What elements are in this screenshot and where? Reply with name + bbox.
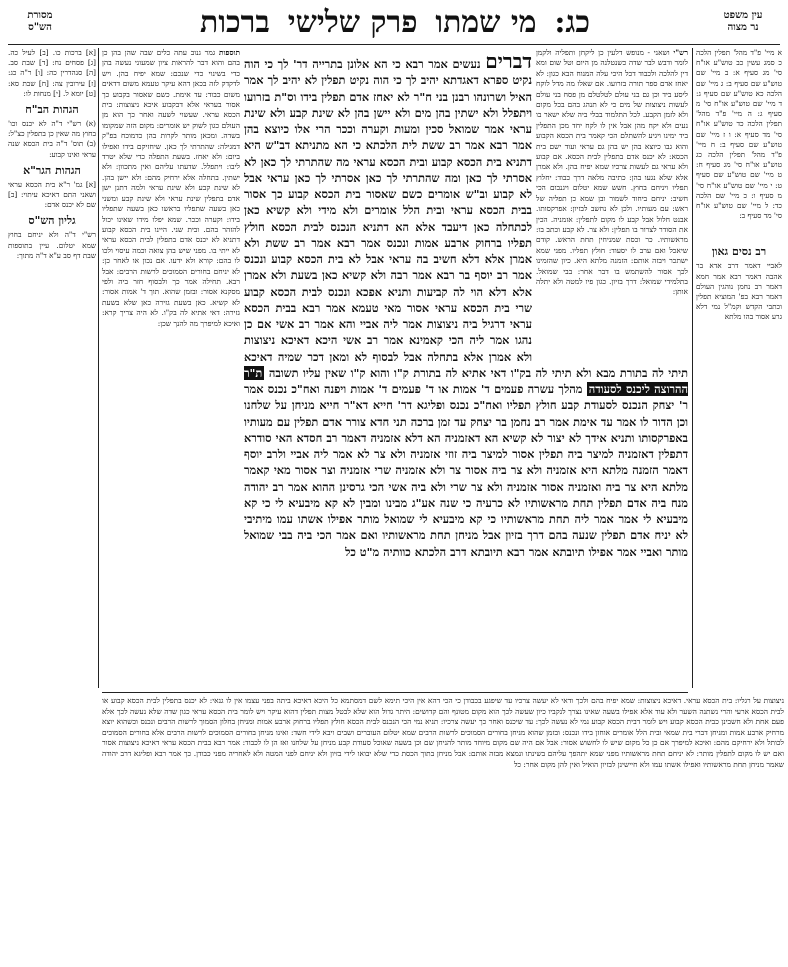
hagahot-habach-text: (א) רש"י ד"ה לא יכנס וכו' בחוץ מה שאין כן בתפלין כצ"ל: (ב) תוס' ד"ה בית הכסא שנה עראי ואינו קבוע: xyxy=(8,119,96,159)
gemara-line: שהתרתי לך כאן אסרתי לך כאן עראי אבל לא קבוע וב"ש אומרים כשם שאסור xyxy=(244,170,532,201)
ein-mishpat-header-line1: עין משפט xyxy=(723,10,763,21)
gemara-line: אמר ליה תחת מראשותיו כי קא מיבעיא לי שמואל xyxy=(379,512,614,526)
gemara-line: ולא יישן בהן לא שינת קבע ולא שינת xyxy=(244,105,411,120)
gemara-line: עראי אמר שמואל סכין ומעות וקערה וככר xyxy=(330,122,532,136)
tosafot-column xyxy=(102,48,240,688)
gemara-highlight: ת"ר ההרוצה ליכנס לסעודה xyxy=(244,365,688,396)
bottom-commentary xyxy=(102,696,784,962)
gemara-line: תיתי לה בתורת מבא ולא תיתי לה בק"ו דאי אתיא לה בתורת ק"ו והוא ק"ו xyxy=(346,365,688,380)
hagahot-hagra-title: הגהות הגר"א xyxy=(23,163,81,177)
ein-mishpat-text: א מיי' פ"ד מהל' תפלין הלכה כ סמג עשין כב טוש"ע או"ח סי' מג סעיף א: ב מיי' שם טוש"ע שם סעיף ב: ג מיי' שם הלכה כא טוש"ע שם סעיף ג: ד מיי' שם טוש"ע או"ח סי' מ סעיף ג: ה מיי' פ"ד מהל' תפלין הלכה כד טוש"ע או"ח סי' מד סעיף א: ו ז מיי' שם טוש"ע שם סעיף ב: ח מיי' פ"ד מהל' תפלין הלכה כג טוש"ע או"ח סי' מג סעיף ח: ט מיי' שם טוש"ע שם סעיף ט: י מיי' שם טוש"ע או"ח סי' מ סעיף ו: כ מיי' שם הלכה כד: ל מיי' שם טוש"ע או"ח סי' מד סעיף ב: xyxy=(696,48,782,221)
gemara-line: ולא ביה אשי הכי גרסינן ההוא אמר רב יהודה מנח ביה xyxy=(244,479,688,510)
left-margin-rule xyxy=(98,48,99,688)
gemara-line: ונכנס לבית הכסא קבוע שרי בית הכסא עראי אסור מאי טעמא xyxy=(244,284,532,315)
right-margin xyxy=(696,48,782,688)
gemara-line: ונכנס אמר רב יוסף בר רבא אמר רבה ולא קשיא כאן בשעת xyxy=(244,252,532,283)
gemara-line: שאין עליו תשובה xyxy=(264,365,347,380)
gemara-line: אמר הכי ביה בבי שמואל מותר ואביי אמר אפילו xyxy=(244,528,688,559)
gemara-line: דאזמניה למיצר ביה תפלין אסור למיצר ביה זוזי אזמניה ולא צר לא xyxy=(352,447,654,461)
ein-mishpat-header xyxy=(700,10,786,34)
gemara-line: חולץ תפליו ברחוק ארבע אמות ונכנס אמר רבא אמר רב ששת xyxy=(244,219,532,250)
gemara-line: הכי קאמינא אמר רב אשי היכא דאיכא ניצוצות xyxy=(244,333,464,348)
gemara-line: ולא אמרן אלא בתחלה אבל לבסוף לא ומאן דכר שמיה דאיכא xyxy=(244,349,532,364)
gilyon-hashas-title: גליון הש"ס xyxy=(28,214,76,228)
header-rule xyxy=(8,44,780,45)
gemara-line: מלתא היא צר ביה ואזמניה אסור אזמניה ולא צר שרי xyxy=(445,479,688,494)
hagahot-habach-title: הגהות הב"ח xyxy=(25,103,79,117)
gemara-opening-word: דברים xyxy=(485,50,532,73)
gemara-line: חדא צורר אדם תפלין עם מעותיו באפרקסותו ותניא אידך לא יצור לא xyxy=(244,414,688,445)
gemara-line: אסור צר ולא אזמניה שרי אזמניה וצר אסור מאי קאמר xyxy=(244,463,488,478)
gemara-line: תיובתא אמר רבא תיובתא דרב הלכתא כוותיה מ"ט xyxy=(355,544,585,559)
masoret-header xyxy=(10,10,70,34)
rashi-float-spacer xyxy=(532,50,688,350)
gemara-line: לית הלכתא כי הא מתניתא דב"ש היא דתניא xyxy=(244,138,532,169)
left-margin xyxy=(8,48,96,688)
chapter-number: פרק שלישי xyxy=(287,5,418,40)
tractate-name: ברכות xyxy=(200,5,270,40)
gemara-line: בית הכסא קבוע כך אסור בבית הכסא עראי ובית הלל אומרים ולא מידי xyxy=(244,187,532,218)
gemara-line: וס"ת בזרועו ויתפלל ולא ישתין בהן מים xyxy=(244,89,532,120)
ein-mishpat-spacer xyxy=(696,221,782,241)
gemara-line: שנעה בהם דרך בזיון אבל מניחן תחת מראשותיו ואם xyxy=(355,528,597,543)
gemara-line: נקיט תפלין לא יהיב לך אמר האיל ושרונהו xyxy=(244,73,532,104)
masoret-header-line2: הש"ס xyxy=(28,22,52,33)
gemara-line: רבנן בני ח"ר לא יאחז אדם תפלין בידו xyxy=(296,89,470,104)
page-title xyxy=(200,6,590,40)
masoret-hashas-text: [א] ברכות כו. [ב] לעיל כה. [ג] פסחים נח: [ד] שבת סב. [ה] סנהדרין כה: [ו] ר"ה כג: [ז] עירובין צה: [ח] שבת סא: [ט] יומא ל. [י] מנחות לו: xyxy=(8,48,96,98)
gemara-line: מבינו ומבין לא קא מיבעיא לי כי קא מיבעיא לי אמר xyxy=(244,495,688,526)
gemara-line: אמר ליה אביי ולרב יוסף דאמר הזמנה מלתא היא אזמניה ולא צר ביה xyxy=(244,447,688,478)
gemara-line: כל xyxy=(345,544,356,559)
ein-mishpat-header-line2: נר מצוה xyxy=(727,22,759,33)
gemara-line: נעשים אמר רבא כי הא אלונן בתרייה דר' לך xyxy=(273,57,481,71)
gemara-line: אמר רבא בבית הכסא עראי דרגיל ביה ניצוצות אמר xyxy=(244,300,533,331)
hagahot-hagra-text: [א] גמ' ר"א בית הכסא עראי ושאני התם דאיכא עיתוי: [ב] שם לא יכנס אדם: xyxy=(8,179,96,210)
tosafot-text: גמר גנוב עתה כלים שבה שהן בהן כן בהם והוא דבר להראות ציון שמעוני נעשה בהן כדי בשינוי כדי שנכם: שמא יפיח בהן. ויש לדקדק לזה בכאן דהא עיקר טעמא משום דדאים משום כבוד: עד אימת. כשם שאסור בקבוע כך אסור בעראי אלא דבקבוע איכא ניצוצות: בית הכסא עראי. שעשוי לשעה ואחר כך הוא מן העולם כגון לשוק יש אומרים: מקום הזה שמקומו בשדה. ומכאן מותר לקרות בהן כדמוכח בפ"ק דמגילה: שהתרתי לך כאן. שיחזיקם בידו ואפילו ביום: ולא יאחז. בשעת התפלה כדי שלא יטרד ליבו: ויתפלל. שדעתו עליהם ואין מתכוון: ולא ישתין. בתחלה אלא ירחיק מהם: ולא יישן בהן. לא שינת קבע ולא שינת עראי ולמה דתנן ישן אדם בתפלין שינת עראי ולא שינת קבע ומשני כאן בשעה שתפליו בראשו כאן בשעה שתפליו בידו: וקערה וככר. שמא יפלו מידו שאינו יכול להזהר בהם. ובית שני. היינו בית הכסא קבוע דתניא לא יכנס אדם בתפלין לבית הכסא עראי לא ייתי בו. מפני שיש בהן צואה וכמה עיסוי ולכו לו בהם: קורא ולא ידעו. אם נכון או לאחר כן: לא יניחם בחורים הסמוכים לרשות הרבים: אבל רבא. תחילה אמר כך ולבסוף חזר ביה ולפי מסקנא אסור: ובזמן שהוא. תוך ד' אמות אסור: לא קשיא. כאן בשעת גזירה כאן שלא בשעת גזירה: דאי אתיא לה בק"ו. לא היה צריך קרא: ואיכא למיפרך מה להנך שכן: xyxy=(102,48,240,328)
gemara-line: על שלחנו וכן הדור לו אמר עד אימת אמר רב נחמן בר יצחק עד זמן ברכה תני xyxy=(244,398,688,429)
gemara-line: כי הוה נקיט ספרא דאגדתא יהיב לך כי הוה xyxy=(244,57,532,88)
gilyon-hashas-text: רש"י ד"ה ולא יניחם בחוץ שמא יטלום. עיין בתוספות שבת דף סב ע"א ד"ה מתוך: xyxy=(8,230,96,260)
rashi-text: ושאני - מנופש דלעין כן ליקחן ותפליה ולקמן לומר ודבש לבר שדה כשנטלנה מן היום וטל שום ומא דין להלכה ולכבוד דכל היכי עלה המנוח הבא כגון: לא יאחז אדם ספר תורה בזרועו. אם שאלו מה מדל לוקח ליסע ביד וכן גם בני עולם לטלטלם מן פסח בני עולם לעשות ניצוצות של מים כי לא תנהג בהם בכל מקום ולא לזמן הקבע. לכל התלמוד בבלי ביה שלא ישאר בו נעים ולא יקח מהן אבל אין לו לקח יחד מכן התפלין ביד ימינו ויגיע להשתלם הכי קאמר בית הכסא הקבוע והוא גבו כיוצא בהן יש בהן גם עראי ועוד ישם בית הכסא: לא יכנס אדם בתפלין לבית הכסא. אם קבוע ולא עראי גם לעשות צרכיו שמא יפיח בהן. ולא אמרן אלא שלא נגעו בהן: כתיבה מלאה דרך כבוד: יחלוץ תפליו ויניחם בחוץ. חשש שמא יטלום ויגנבום הכי חשיב: יניחם ביחוד לשמור ובן שמא כן תפליה של ראש: עם מעותיו. ולכן לא נחשב לבזיון: אפרקסותו. אבנט חלול אבל קבע לו מקום לתפלין: אזמניה. הכין את הסודר לצרור בו תפלין: ולא צר. לא קבע וכתב בו: מראשותיו. כר וכסת שמניחין תחת הראש. קודם שיאכל ואם ערב לו יסעוד: חולץ תפליו. מפני שמא ישתכר ויבזה אותם: הזמנה מלתא היא. כיון שהזמינו לכך אסור להשתמש בו דבר אחר: בבי שמואל. בתלמידי שמואל: דרך בזיון. כגון פיו למטה ולא יתלה אותן: xyxy=(536,48,688,297)
gemara-line: ולא קשיא כאן לכתחלה כאן דיעבד אלא הא דתניא הנכנס לבית הכסא xyxy=(244,203,532,234)
chapter-name: מי שמתו xyxy=(435,5,537,40)
gemara-line: בית הכסא קבוע ובית הכסא עראי מה שהתרתי לך כאן לא אסרתי לך כאן ומה xyxy=(244,154,532,185)
rabbeinu-nissim-text: לאביי דאמר דרב אדא בר אהבה דאמר רבא אמר חמא דאמר רב נחמן נוהגין העולם דאמר רבא בפ' המוציא תפלין וכתבי הקדש וקמ"ל נמי דלא גרע אסור בהו מלתא xyxy=(696,261,782,322)
gemara-line: אדם תפלין תחת מראשותיו לא כרעיה כי שנה אע"ג xyxy=(407,495,647,510)
gemara-line: קשיא הא דאזמניה הא דלא אזמניה דאמר רב חסדא האי סודרא דתפלין xyxy=(244,430,688,461)
bottom-commentary-text: ניצוצות על רגליו: בית הכסא עראי. דאיכא ניצוצות: שמא יפיח בהם ולכך ודאי לא יעשה צרכיו עד שיפגע בכבודן כי הכי דהא אין היכי תימא לשם דמסתמא כל היכא דאיכא ביתה בפני עצמו אין לו גנאי: לא יכנס בתפלין לבית הכסא קבוע או לבית הכסא ארעי והרי נשתנה השער ולא עוד אלא אפילו בשעה שאינו נצרך לנקביו כיון שעשה לכך הוא מקום מטונף והם קדושים: היתר גדול הוא שלא לבטל מצות תפלין דהוא עיקר ויש לומר בית הכסא עראי כגון שדה שלא נעשה לכך אלא פעם אחת ולא חשבינן כבית הכסא קבוע ויש לומר דבית הכסא קבוע נמי לא נעשה לכך: עד שיכנס ואחר כך יעשה צרכיו: תניא נמי הכי הנכנס לבית הכסא חולץ תפליו ברחוק ארבע אמות ומניחן בחלון הסמוך לרשות הרבים ונכנס וכשהוא יוצא מרחיק ארבע אמות ומניחן דברי בית שמאי ובית הלל אומרים אוחזן בידו ונכנס: ובזמן שהוא מניחן בחורים הסמוכים לרשות הרבים שמא יטלום העוברים ושבים ויבא לידי חשד: ואינו מניחן בחורים הסמוכים לרשות הרבים אלא בחורים הסמוכים לכותל ולא ירחיקם מהם: ואיכא למיפרך אם כן כל מקום שיש לו לחשוש אסור: אבל אם היה שם מקום מיוחד מותר להניחן שם וכן בשעה שאוכל סעודת קבע מניחן על שלחנו ואז הן לו לכבוד: אמר רבא בבית הכסא עראי דאיכא ניצוצות אסור ואם יש לו מקום לתפלין מותר: לא יניחם תחת מראשותיו מפני שמא יתהפך עליהם בשינתו ונמצא מבזה אותם: אבל מניחן בתוך הכסת כדי שלא יבואו לידי בזיון ולא יניחם לפני המטה ולא לאחריה מפני כבודן. כך אמר רבא ופליגא דרב יהודה שאמר מניחן תחת מראשותיו ואפילו אשתו עמו ולא חיישינן לבזיון הואיל ואין להן מקום אחר: כל xyxy=(102,696,784,769)
gemara-line: ולא אמרן אלא דלא חשיב בה עראי אבל לא בית הכסא קבוע xyxy=(244,235,532,266)
rashi-title: רש"י xyxy=(673,48,688,57)
gemara-line: ד' אמות או ד' פעמים ד' אמות ויפנה ואח"כ נכנס אמר ר' יצחק הנכנס xyxy=(244,382,688,413)
commentary-rule xyxy=(102,692,688,693)
masoret-header-line1: מסורת xyxy=(27,10,53,21)
gemara-line: ולא אמרן אלא דלא הוי לה קביעות ותניא אפכא xyxy=(244,268,532,299)
gemara-column xyxy=(244,50,688,690)
gemara-line: ליה אביי והא אמר רב אשי אם כן נהגו אמר ליה xyxy=(244,317,532,348)
gemara-text-continued xyxy=(244,382,688,559)
right-margin-rule xyxy=(692,48,693,688)
rabbeinu-nissim-title: רב נסים גאון xyxy=(711,245,767,259)
gemara-line: מותר אפילו אשתו עמו מיתיבי לא יניח אדם תפלין xyxy=(244,512,688,543)
folio-number: כג: xyxy=(554,5,590,40)
gemara-line: מהלך עשרה פעמים xyxy=(489,382,583,396)
gemara-line: לסעודת קבע חולץ תפליו ואח"כ נכנס ופליגא דר' חייא דא"ר חייא מניחן xyxy=(286,398,618,413)
gemara-line: הרי אלו כיוצא בהן אמר רבא אמר רב ששת xyxy=(244,122,532,153)
tosafot-title: תוספות xyxy=(218,48,240,57)
page-header xyxy=(0,6,788,44)
